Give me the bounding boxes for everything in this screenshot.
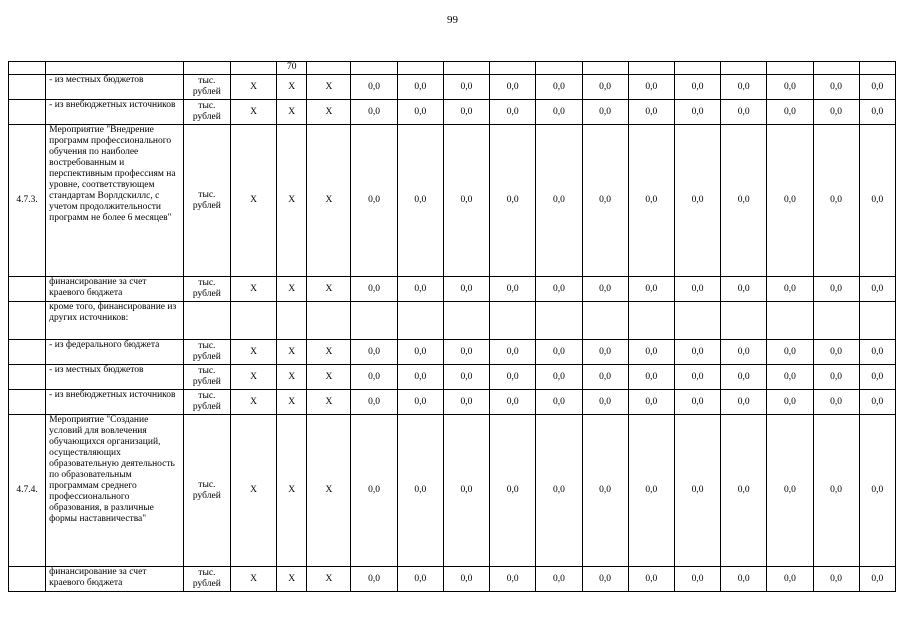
row-value-cell: 0,0	[767, 415, 813, 567]
row-name: Мероприятие "Создание условий для вовлечения обучающихся организаций, осуществляющих образовательную деятельность по образовательным программам среднего профессионального образования, в различные формы наставничества"	[46, 415, 184, 567]
row-unit: тыс. рублей	[183, 125, 230, 277]
page-number: 99	[447, 14, 458, 26]
table-row-continuation	[9, 62, 896, 75]
table-row	[9, 302, 896, 340]
row-value-cell: 0,0	[582, 567, 628, 592]
table-cell	[536, 62, 582, 75]
row-value-cell: X	[230, 390, 276, 415]
table-row	[9, 277, 896, 302]
row-value-cell	[443, 302, 489, 340]
row-value-cell: 0,0	[443, 340, 489, 365]
row-value-cell: 0,0	[813, 567, 859, 592]
row-code	[9, 100, 46, 125]
row-value-cell: 0,0	[397, 75, 443, 100]
row-value-cell: 0,0	[674, 75, 720, 100]
row-value-cell: 0,0	[767, 390, 813, 415]
row-value-cell: 0,0	[443, 125, 489, 277]
row-value-cell: 0,0	[443, 277, 489, 302]
row-value-cell: 0,0	[397, 567, 443, 592]
table-cell	[307, 62, 351, 75]
row-code	[9, 567, 46, 592]
row-value-cell: 0,0	[490, 75, 536, 100]
row-value-cell	[582, 302, 628, 340]
row-value-cell: 0,0	[721, 277, 767, 302]
row-code	[9, 75, 46, 100]
row-name: - из местных бюджетов	[46, 75, 184, 100]
row-value-cell: 0,0	[628, 125, 674, 277]
row-value-cell: 0,0	[813, 390, 859, 415]
row-value-cell: 0,0	[443, 415, 489, 567]
row-name: кроме того, финансирование из других источников:	[46, 302, 184, 340]
row-value-cell: 0,0	[721, 125, 767, 277]
row-value-cell: 0,0	[443, 75, 489, 100]
row-value-cell: 0,0	[628, 340, 674, 365]
row-value-cell: 0,0	[351, 340, 397, 365]
row-value-cell: X	[307, 390, 351, 415]
row-value-cell: 0,0	[536, 100, 582, 125]
row-value-cell: 0,0	[490, 340, 536, 365]
row-value-cell: 0,0	[351, 100, 397, 125]
row-code	[9, 302, 46, 340]
row-value-cell: 0,0	[674, 415, 720, 567]
row-value-cell: 0,0	[859, 365, 895, 390]
row-value-cell: 0,0	[721, 365, 767, 390]
row-value-cell: 0,0	[490, 100, 536, 125]
row-value-cell: 0,0	[397, 415, 443, 567]
row-value-cell: 0,0	[767, 125, 813, 277]
row-value-cell: X	[277, 75, 307, 100]
row-value-cell: 0,0	[674, 340, 720, 365]
row-value-cell: 0,0	[813, 365, 859, 390]
row-value-cell: 0,0	[813, 277, 859, 302]
row-value-cell: 0,0	[536, 415, 582, 567]
row-value-cell: 0,0	[859, 415, 895, 567]
table-row	[9, 75, 896, 100]
row-value-cell	[674, 302, 720, 340]
table-cell	[46, 62, 184, 75]
row-value-cell: 0,0	[351, 125, 397, 277]
row-value-cell	[277, 302, 307, 340]
row-name: - из местных бюджетов	[46, 365, 184, 390]
row-value-cell: X	[230, 277, 276, 302]
row-value-cell	[230, 302, 276, 340]
row-value-cell: 0,0	[767, 340, 813, 365]
row-value-cell: 0,0	[582, 415, 628, 567]
row-value-cell: X	[277, 277, 307, 302]
table-cell	[230, 62, 276, 75]
row-value-cell: 0,0	[813, 100, 859, 125]
row-unit: тыс. рублей	[183, 75, 230, 100]
row-value-cell: X	[307, 415, 351, 567]
row-value-cell: 0,0	[813, 340, 859, 365]
row-value-cell: 0,0	[859, 390, 895, 415]
row-value-cell: X	[307, 567, 351, 592]
row-value-cell: 0,0	[674, 567, 720, 592]
row-value-cell: 0,0	[628, 390, 674, 415]
row-value-cell: 0,0	[628, 567, 674, 592]
row-value-cell: 0,0	[767, 75, 813, 100]
row-value-cell: X	[230, 340, 276, 365]
row-code	[9, 390, 46, 415]
row-value-cell: 0,0	[813, 125, 859, 277]
row-code	[9, 340, 46, 365]
row-value-cell: 0,0	[628, 100, 674, 125]
row-value-cell	[767, 302, 813, 340]
row-value-cell: 0,0	[490, 567, 536, 592]
row-value-cell	[859, 302, 895, 340]
top-row-value: 70	[277, 62, 307, 75]
row-value-cell	[813, 302, 859, 340]
row-value-cell: 0,0	[351, 365, 397, 390]
row-value-cell: 0,0	[674, 365, 720, 390]
row-value-cell: X	[307, 277, 351, 302]
row-value-cell: 0,0	[767, 365, 813, 390]
row-value-cell	[307, 302, 351, 340]
row-value-cell: 0,0	[582, 340, 628, 365]
row-value-cell: 0,0	[674, 125, 720, 277]
row-value-cell: 0,0	[767, 567, 813, 592]
row-value-cell: 0,0	[397, 100, 443, 125]
row-value-cell: 0,0	[490, 365, 536, 390]
table-cell	[351, 62, 397, 75]
table-cell	[397, 62, 443, 75]
budget-table	[8, 61, 896, 592]
row-unit: тыс. рублей	[183, 390, 230, 415]
row-value-cell: 0,0	[721, 390, 767, 415]
table-row	[9, 415, 896, 567]
row-value-cell: 0,0	[721, 340, 767, 365]
row-value-cell: 0,0	[582, 125, 628, 277]
table-cell	[628, 62, 674, 75]
row-code	[9, 277, 46, 302]
table-row	[9, 340, 896, 365]
row-name: - из федерального бюджета	[46, 340, 184, 365]
row-value-cell: 0,0	[490, 277, 536, 302]
table-cell	[443, 62, 489, 75]
row-value-cell: 0,0	[443, 390, 489, 415]
row-value-cell: X	[230, 125, 276, 277]
row-value-cell: X	[277, 340, 307, 365]
row-value-cell: 0,0	[767, 100, 813, 125]
row-value-cell: 0,0	[490, 125, 536, 277]
row-value-cell: 0,0	[582, 365, 628, 390]
row-value-cell: 0,0	[674, 100, 720, 125]
table-cell	[183, 62, 230, 75]
row-value-cell: 0,0	[351, 567, 397, 592]
row-value-cell: 0,0	[859, 125, 895, 277]
table-row	[9, 125, 896, 277]
row-value-cell: X	[307, 340, 351, 365]
row-value-cell: 0,0	[813, 75, 859, 100]
row-value-cell: 0,0	[859, 75, 895, 100]
row-value-cell: X	[277, 365, 307, 390]
row-value-cell: 0,0	[490, 415, 536, 567]
row-value-cell: X	[277, 100, 307, 125]
row-value-cell: 0,0	[536, 75, 582, 100]
row-value-cell: 0,0	[536, 125, 582, 277]
table-cell	[859, 62, 895, 75]
row-value-cell: 0,0	[351, 415, 397, 567]
row-value-cell: 0,0	[351, 390, 397, 415]
row-value-cell: 0,0	[582, 277, 628, 302]
row-unit: тыс. рублей	[183, 277, 230, 302]
row-value-cell: X	[277, 390, 307, 415]
row-value-cell: 0,0	[397, 125, 443, 277]
row-value-cell: 0,0	[628, 365, 674, 390]
row-value-cell: 0,0	[582, 390, 628, 415]
table-cell	[813, 62, 859, 75]
table-cell	[9, 62, 46, 75]
row-value-cell: X	[307, 125, 351, 277]
table-cell	[721, 62, 767, 75]
row-value-cell: 0,0	[397, 340, 443, 365]
row-value-cell: X	[277, 125, 307, 277]
row-value-cell: 0,0	[674, 390, 720, 415]
row-code	[9, 365, 46, 390]
row-unit	[183, 302, 230, 340]
row-value-cell: 0,0	[582, 75, 628, 100]
row-value-cell: 0,0	[721, 567, 767, 592]
row-value-cell: 0,0	[859, 567, 895, 592]
row-value-cell	[397, 302, 443, 340]
row-name: Мероприятие "Внедрение программ профессионального обучения по наиболее востребованным и перспективным профессиям на уровне, соответствующем стандартам Ворлдскиллс, с учетом продолжительности программ не более 6 месяцев"	[46, 125, 184, 277]
row-value-cell: 0,0	[813, 415, 859, 567]
row-value-cell: 0,0	[397, 277, 443, 302]
row-value-cell	[490, 302, 536, 340]
table-row	[9, 365, 896, 390]
row-unit: тыс. рублей	[183, 365, 230, 390]
row-value-cell: 0,0	[536, 340, 582, 365]
row-value-cell: 0,0	[582, 100, 628, 125]
table-row	[9, 390, 896, 415]
row-value-cell: X	[230, 75, 276, 100]
row-value-cell: 0,0	[859, 100, 895, 125]
row-value-cell: 0,0	[721, 100, 767, 125]
row-name: - из внебюджетных источников	[46, 100, 184, 125]
row-value-cell: X	[230, 365, 276, 390]
row-value-cell: 0,0	[628, 75, 674, 100]
row-unit: тыс. рублей	[183, 567, 230, 592]
table-row	[9, 567, 896, 592]
row-value-cell: 0,0	[490, 390, 536, 415]
row-value-cell: 0,0	[536, 567, 582, 592]
row-value-cell: X	[277, 415, 307, 567]
row-value-cell: X	[307, 75, 351, 100]
row-value-cell: 0,0	[536, 277, 582, 302]
row-value-cell: 0,0	[859, 277, 895, 302]
row-name: - из внебюджетных источников	[46, 390, 184, 415]
table-cell	[490, 62, 536, 75]
row-value-cell: 0,0	[674, 277, 720, 302]
row-unit: тыс. рублей	[183, 415, 230, 567]
row-value-cell: X	[307, 365, 351, 390]
table-body	[9, 62, 896, 592]
row-value-cell: 0,0	[536, 390, 582, 415]
row-value-cell: 0,0	[351, 277, 397, 302]
table-cell	[674, 62, 720, 75]
table-cell	[767, 62, 813, 75]
row-value-cell: X	[230, 415, 276, 567]
row-value-cell: X	[230, 567, 276, 592]
row-value-cell: 0,0	[397, 365, 443, 390]
row-value-cell: X	[277, 567, 307, 592]
table-cell	[582, 62, 628, 75]
row-value-cell: 0,0	[397, 390, 443, 415]
row-value-cell: X	[230, 100, 276, 125]
row-name: финансирование за счет краевого бюджета	[46, 277, 184, 302]
row-value-cell: 0,0	[443, 100, 489, 125]
row-value-cell: 0,0	[536, 365, 582, 390]
row-value-cell: 0,0	[443, 365, 489, 390]
row-value-cell: 0,0	[351, 75, 397, 100]
row-value-cell	[628, 302, 674, 340]
row-name: финансирование за счет краевого бюджета	[46, 567, 184, 592]
row-value-cell	[351, 302, 397, 340]
row-code: 4.7.3.	[9, 125, 46, 277]
row-value-cell	[721, 302, 767, 340]
row-value-cell	[536, 302, 582, 340]
table-row	[9, 100, 896, 125]
row-value-cell: 0,0	[443, 567, 489, 592]
row-value-cell: 0,0	[628, 415, 674, 567]
row-value-cell: 0,0	[767, 277, 813, 302]
row-value-cell: 0,0	[721, 75, 767, 100]
row-unit: тыс. рублей	[183, 340, 230, 365]
row-code: 4.7.4.	[9, 415, 46, 567]
row-value-cell: 0,0	[628, 277, 674, 302]
row-value-cell: 0,0	[721, 415, 767, 567]
row-value-cell: 0,0	[859, 340, 895, 365]
row-value-cell: X	[307, 100, 351, 125]
row-unit: тыс. рублей	[183, 100, 230, 125]
